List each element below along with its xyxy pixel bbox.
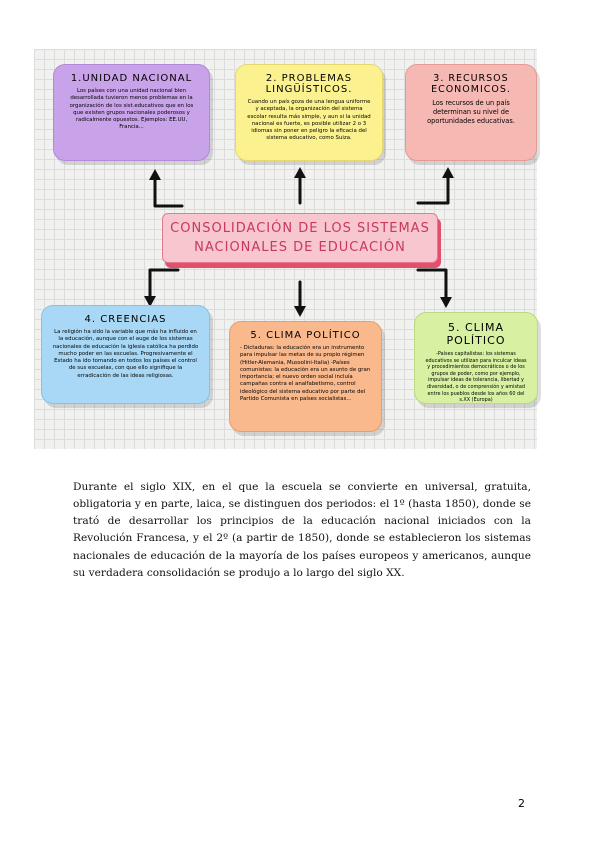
card-recursos-economicos	[405, 64, 537, 161]
arrowhead-3	[442, 167, 454, 178]
card-text: La religión ha sido la variable que más ha influido en la educación, aunque con el auge de los sistemas nacionales de educación la iglesia católica ha perdido mucho poder en las escuelas. Progresivamente el Estado ha ido tomando en todos los países el control de sus escuelas, con que ello signifique la erradicación de las ideas religiosas.	[52, 329, 199, 379]
arrow-to-card3	[418, 176, 448, 203]
card-title: 3. RECURSOS ECONOMICOS.	[431, 73, 511, 95]
card-unidad-nacional	[53, 64, 210, 161]
card-clima-politico-dictaduras	[229, 321, 382, 432]
arrow-to-card6	[418, 270, 446, 299]
card-title: 1.UNIDAD NACIONAL	[70, 73, 193, 84]
central-title-line1: CONSOLIDACIÓN DE LOS SISTEMAS	[170, 221, 430, 236]
arrow-to-card4	[150, 270, 178, 298]
card-creencias	[41, 305, 210, 404]
card-text: Los recursos de un país determinan su nivel de oportunidades educativas.	[427, 99, 515, 125]
card-text: - Dictaduras: la educación era un instrumento para impulsar las metas de su propio régimen (Hitler-Alemania, Mussolini-Italia) -Países comunistas: la educación era un asunto de gran importancia; el nuevo orden social incluía campañas contra el analfabetismo, control ideológico del sistema educativo por parte del Partido Comunista en países socialistas...	[240, 345, 371, 403]
arrowhead-6	[440, 297, 452, 308]
card-title: 5. CLIMA POLÍTICO	[446, 321, 506, 347]
card-text: -Países capitalistas: los sistemas educativos se utilizan para inculcar ideas y procedimientos democráticos o de los grupos de poder, como por ejemplo, impulsar ideas de tolerancia, libertad y diversidad, o de comprensión y amistad entre los pueblos desde los años 60 del s.XX (Europa)	[425, 351, 527, 404]
central-title-box	[162, 213, 438, 263]
card-problemas-linguisticos	[235, 64, 383, 161]
page-number: 2	[518, 797, 525, 810]
card-title: 4. CREENCIAS	[84, 314, 167, 325]
card-text: Cuando un país goza de una lengua uniforme y aceptada, la organización del sistema escolar resulta más simple, y aun si la unidad nacional es fuerte, es posible utilizar 2 o 3 idiomas sin poner en peligro la eficacia del sistema educativo, como Suiza.	[247, 99, 371, 142]
arrow-to-card1	[155, 178, 182, 206]
body-paragraph: Durante el siglo XIX, en el que la escuela se convierte en universal, gratuita, obligatoria y en parte, laica, se distinguen dos periodos: el 1º (hasta 1850), donde se trató de desarrollar los principios de la educación nacional iniciados con la Revolución Francesa, y el 2º (a partir de 1850), donde se establecieron los sistemas nacionales de educación de la mayoría de los países europeos y americanos, aunque su verdadera consolidación se produjo a lo largo del siglo XX.	[73, 480, 531, 580]
arrowhead-2	[294, 167, 306, 178]
card-text: Los países con una unidad nacional bien desarrollada tuvieron menos problemas en la organización de los sist.educativos que en los que existen grupos nacionales poderosos y radicalmente opuestos. Ejemplos: EE.UU, Francia...	[69, 88, 194, 131]
card-title: 2. PROBLEMAS LINGÜÍSTICOS.	[265, 73, 353, 95]
arrowhead-1	[149, 169, 161, 180]
card-title: 5. CLIMA POLÍTICO	[250, 330, 361, 341]
arrowhead-5	[294, 306, 306, 317]
card-clima-politico-capitalistas	[414, 312, 538, 404]
central-title-line2: NACIONALES DE EDUCACIÓN	[194, 240, 406, 255]
